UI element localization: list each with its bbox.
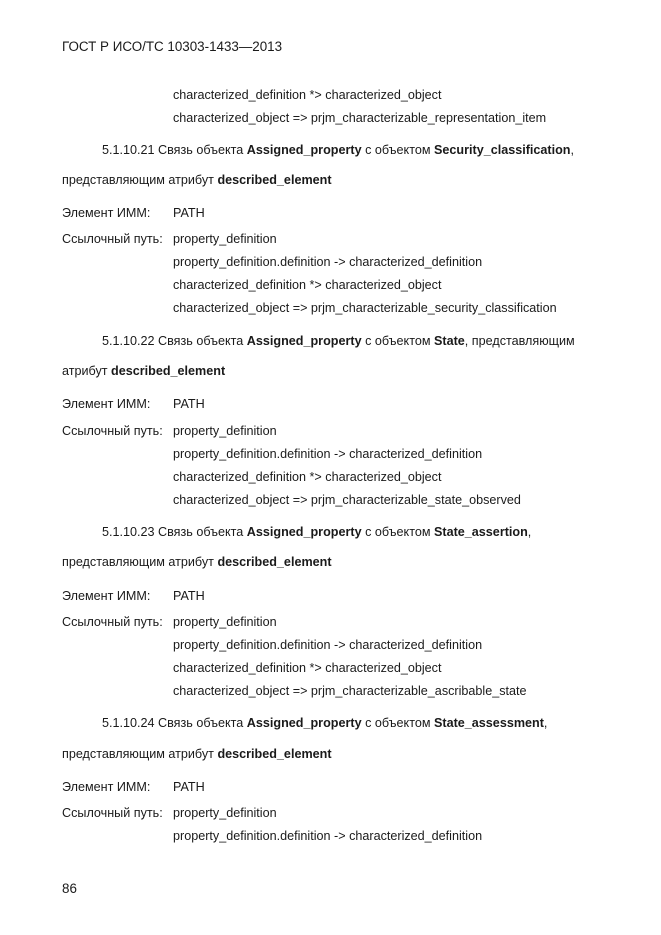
- attribute-name: described_element: [111, 364, 226, 378]
- section-number: 5.1.10.21: [102, 143, 155, 157]
- path-line: characterized_object => prjm_characterizable_state_observed: [173, 493, 521, 507]
- heading-text: с объектом: [361, 716, 434, 730]
- target-entity: State: [434, 334, 465, 348]
- target-entity: State_assessment: [434, 716, 544, 730]
- imm-value: PATH: [173, 206, 205, 220]
- path-line: characterized_definition *> characterized_object: [173, 470, 442, 484]
- section-heading-continued: [62, 554, 332, 570]
- entity-name: Assigned_property: [246, 334, 362, 348]
- path-line: characterized_definition *> characterized_object: [173, 88, 442, 102]
- imm-label: Элемент ИММ:: [62, 206, 151, 220]
- section-heading: [102, 524, 531, 540]
- reference-path-label: Ссылочный путь:: [62, 232, 163, 246]
- reference-path-row: [62, 423, 163, 439]
- entity-name: Assigned_property: [246, 716, 362, 730]
- heading-tail: , представляющим: [464, 334, 575, 348]
- heading-text: Связь объекта: [154, 334, 247, 348]
- section-heading-continued: [62, 746, 332, 762]
- path-line: property_definition: [173, 806, 277, 820]
- reference-path-row: [62, 805, 163, 821]
- path-line: property_definition.definition -> characterized_definition: [173, 255, 483, 269]
- path-line: characterized_definition *> characterized_object: [173, 661, 442, 675]
- heading-tail: ,: [543, 716, 548, 730]
- page-number: 86: [62, 881, 77, 896]
- imm-element-row: [62, 779, 205, 795]
- imm-label: Элемент ИММ:: [62, 589, 151, 603]
- path-line: property_definition.definition -> characterized_definition: [173, 829, 483, 843]
- target-entity: State_assertion: [434, 525, 528, 539]
- section-number: 5.1.10.23: [102, 525, 155, 539]
- entity-name: Assigned_property: [246, 143, 362, 157]
- imm-value: PATH: [173, 397, 205, 411]
- reference-path-label: Ссылочный путь:: [62, 806, 163, 820]
- imm-element-row: [62, 588, 205, 604]
- heading-text: с объектом: [361, 525, 434, 539]
- attribute-name: described_element: [217, 747, 332, 761]
- reference-path-row: [62, 231, 163, 247]
- section-heading: [102, 333, 575, 349]
- section-number: 5.1.10.24: [102, 716, 155, 730]
- imm-element-row: [62, 205, 205, 221]
- section-heading-continued: [62, 172, 332, 188]
- heading-tail: ,: [570, 143, 574, 157]
- heading-text: представляющим атрибут: [62, 173, 218, 187]
- imm-value: PATH: [173, 780, 205, 794]
- reference-path-row: [62, 614, 163, 630]
- heading-text: Связь объекта: [154, 716, 247, 730]
- path-line: characterized_object => prjm_characterizable_security_classification: [173, 301, 557, 315]
- target-entity: Security_classification: [434, 143, 571, 157]
- section-number: 5.1.10.22: [102, 334, 155, 348]
- heading-text: Связь объекта: [154, 143, 247, 157]
- path-line: characterized_definition *> characterized_object: [173, 278, 442, 292]
- imm-label: Элемент ИММ:: [62, 397, 151, 411]
- imm-value: PATH: [173, 589, 205, 603]
- section-heading: [102, 715, 547, 731]
- section-heading: [102, 142, 574, 158]
- imm-element-row: [62, 396, 205, 412]
- heading-text: атрибут: [62, 364, 112, 378]
- heading-text: представляющим атрибут: [62, 747, 218, 761]
- reference-path-label: Ссылочный путь:: [62, 424, 163, 438]
- path-line: property_definition: [173, 615, 277, 629]
- heading-text: представляющим атрибут: [62, 555, 218, 569]
- path-line: property_definition.definition -> characterized_definition: [173, 638, 483, 652]
- path-line: property_definition: [173, 424, 277, 438]
- heading-text: с объектом: [361, 334, 434, 348]
- attribute-name: described_element: [217, 555, 332, 569]
- entity-name: Assigned_property: [246, 525, 362, 539]
- imm-label: Элемент ИММ:: [62, 780, 151, 794]
- heading-text: Связь объекта: [154, 525, 247, 539]
- document-header: ГОСТ Р ИСО/ТС 10303-1433—2013: [62, 39, 283, 54]
- reference-path-label: Ссылочный путь:: [62, 615, 163, 629]
- section-heading-continued: [62, 363, 225, 379]
- heading-tail: ,: [527, 525, 532, 539]
- path-line: characterized_object => prjm_characterizable_representation_item: [173, 111, 547, 125]
- attribute-name: described_element: [217, 173, 332, 187]
- path-line: property_definition.definition -> characterized_definition: [173, 447, 483, 461]
- path-line: characterized_object => prjm_characterizable_ascribable_state: [173, 684, 527, 698]
- heading-text: с объектом: [361, 143, 434, 157]
- path-line: property_definition: [173, 232, 277, 246]
